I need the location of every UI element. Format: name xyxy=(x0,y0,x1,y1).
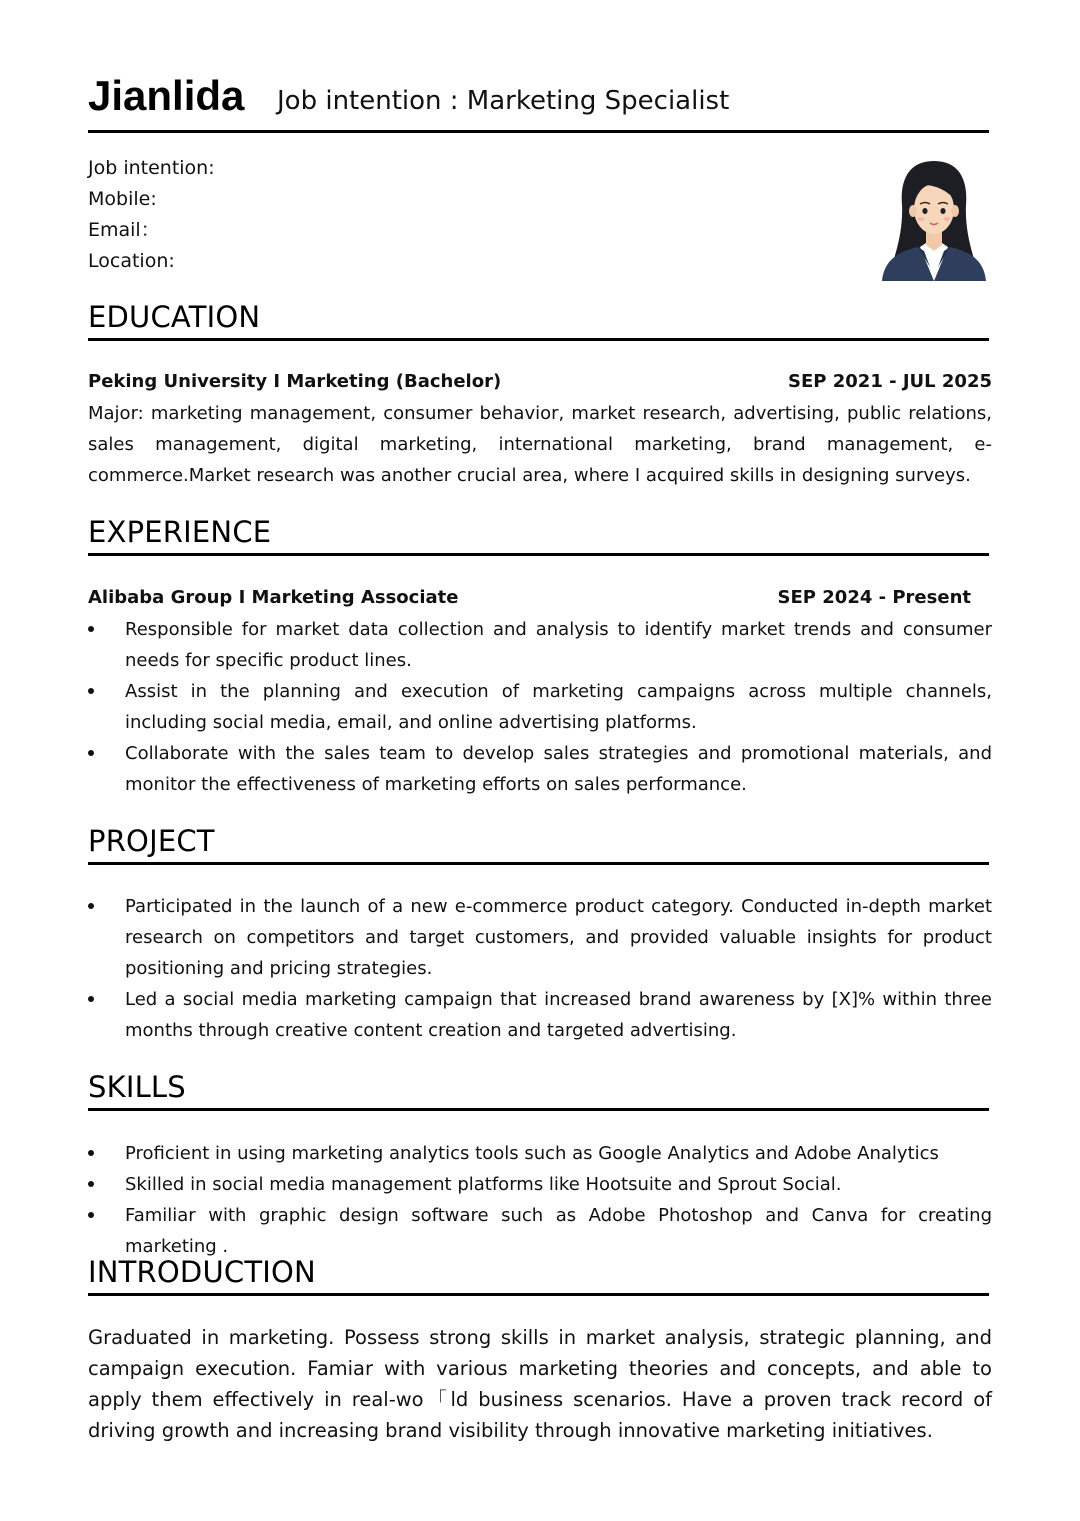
job-intention-label: Job intention: xyxy=(88,157,215,179)
introduction-text: Graduated in marketing. Possess strong skills in market analysis, strategic planning, and campaign execution. Famiar with various marketing theories and concepts, and able to apply them effectively in real-wo「ld business scenarios. Have a proven track record of driving growth and increasing brand visibility through innovative marketing initiatives. xyxy=(88,1326,992,1442)
job-intention-heading: Job intention : Marketing Specialist xyxy=(277,86,730,116)
bullet-icon xyxy=(88,903,94,909)
project-title: PROJECT xyxy=(88,824,215,858)
experience-company: Alibaba Group I Marketing Associate xyxy=(88,587,459,608)
list-item: Responsible for market data collection and analysis to identify market trends and consumer needs for specific product lines. xyxy=(88,614,992,676)
skills-bullets xyxy=(88,1138,992,1262)
list-item: Assist in the planning and execution of marketing campaigns across multiple channels, including social media, email, and online advertising platforms. xyxy=(88,676,992,738)
education-description: Major: marketing management, consumer behavior, market research, advertising, public relations, sales management, digital marketing, international marketing, brand management, e-commerce.Market research was another crucial area, where I acquired skills in designing surveys. xyxy=(88,403,992,486)
resume-header xyxy=(88,68,992,132)
skills-title: SKILLS xyxy=(88,1070,186,1104)
list-item: Collaborate with the sales team to develop sales strategies and promotional materials, and monitor the effectiveness of marketing efforts on sales performance. xyxy=(88,738,992,800)
bullet-icon xyxy=(88,1212,94,1218)
list-item: Proficient in using marketing analytics tools such as Google Analytics and Adobe Analytics xyxy=(88,1138,992,1169)
email-label: Email： xyxy=(88,219,160,241)
bullet-icon xyxy=(88,1150,94,1156)
list-item: Familiar with graphic design software such as Adobe Photoshop and Canva for creating marketing . xyxy=(88,1200,992,1262)
list-item: Led a social media marketing campaign that increased brand awareness by [X]% within three months through creative content creation and targeted advertising. xyxy=(88,984,992,1046)
education-school: Peking University I Marketing (Bachelor) xyxy=(88,371,502,392)
contact-info xyxy=(88,153,215,277)
avatar xyxy=(878,155,990,281)
introduction-title: INTRODUCTION xyxy=(88,1255,316,1289)
list-item: Participated in the launch of a new e-commerce product category. Conducted in-depth market research on competitors and target customers, and provided valuable insights for product positioning and pricing strategies. xyxy=(88,891,992,984)
education-divider xyxy=(88,338,989,341)
experience-divider xyxy=(88,553,989,556)
header-divider xyxy=(88,130,989,133)
location-label: Location: xyxy=(88,250,175,272)
experience-title: EXPERIENCE xyxy=(88,515,272,549)
experience-dates: SEP 2024 - Present xyxy=(777,587,971,608)
bullet-icon xyxy=(88,750,94,756)
bullet-icon xyxy=(88,688,94,694)
list-item: Skilled in social media management platforms like Hootsuite and Sprout Social. xyxy=(88,1169,992,1200)
bullet-icon xyxy=(88,996,94,1002)
candidate-name: Jianlida xyxy=(88,72,245,119)
experience-bullets xyxy=(88,614,992,800)
bullet-icon xyxy=(88,626,94,632)
introduction-divider xyxy=(88,1293,989,1296)
education-title: EDUCATION xyxy=(88,300,261,334)
skills-divider xyxy=(88,1108,989,1111)
project-bullets xyxy=(88,891,992,1046)
education-dates: SEP 2021 - JUL 2025 xyxy=(788,371,992,392)
mobile-label: Mobile: xyxy=(88,188,157,210)
project-divider xyxy=(88,862,989,865)
bullet-icon xyxy=(88,1181,94,1187)
